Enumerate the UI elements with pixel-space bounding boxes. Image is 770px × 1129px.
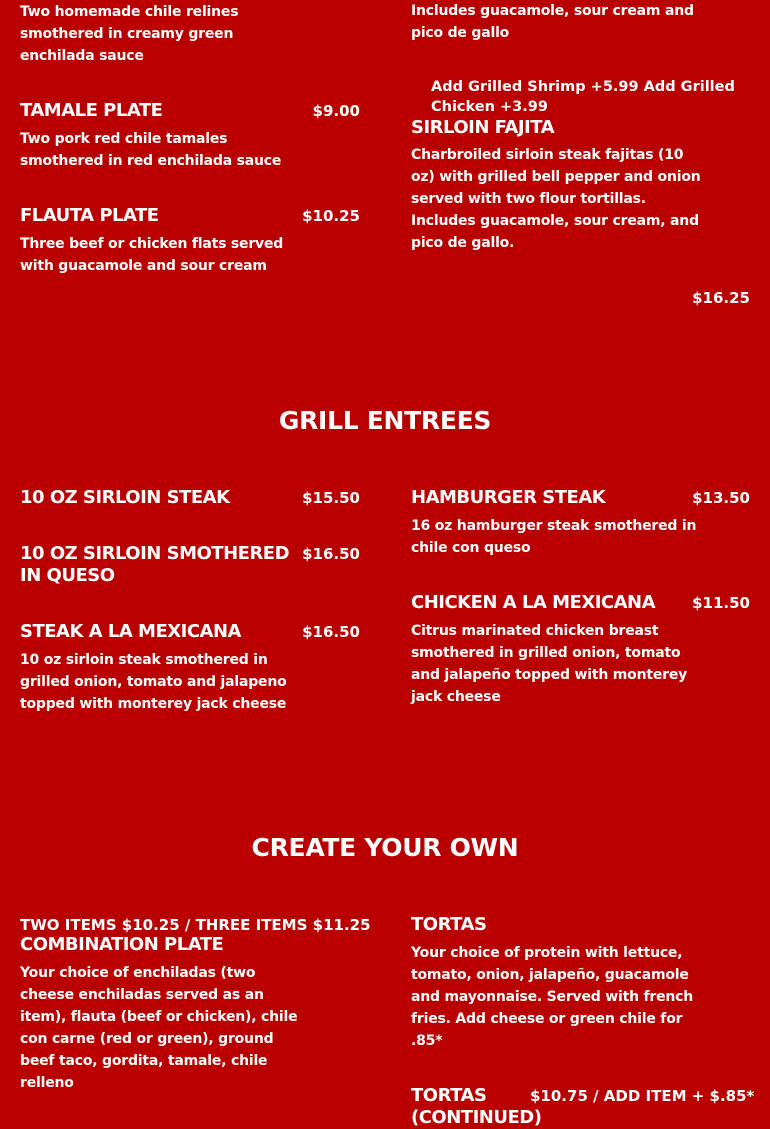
flauta-plate-description: Three beef or chicken flats served with guacamole and sour cream [20, 236, 284, 274]
tortas-description: Your choice of protein with lettuce, tomato, onion, jalapeño, guacamole and mayonnaise. Served with french fries. Add cheese or green chile for .85* [411, 945, 694, 1049]
combination-plate-description: Your choice of enchiladas (two cheese enchiladas served as an item), flauta (beef or chicken), chile con carne (red or green), ground beef taco, gordita, tamale, chile relleno [20, 965, 298, 1091]
chicken-mexicana-title: CHICKEN A LA MEXICANA [411, 592, 656, 613]
hamburger-steak-title: HAMBURGER STEAK [411, 487, 606, 508]
tamale-plate-price: $9.00 [312, 102, 360, 120]
tamale-plate-title: TAMALE PLATE [20, 100, 163, 121]
flauta-plate-title: FLAUTA PLATE [20, 205, 159, 226]
create-your-own-heading: CREATE YOUR OWN [251, 833, 519, 862]
chicken-mexicana-price: $11.50 [692, 594, 750, 612]
grill-entrees-heading: GRILL ENTREES [278, 406, 492, 435]
tortas-continued-price: $10.75 / ADD ITEM + $.85* [530, 1087, 755, 1105]
hamburger-steak-description: 16 oz hamburger steak smothered in chile con queso [411, 518, 697, 556]
fajita-addon-note: Add Grilled Shrimp +5.99 Add Grilled Chicken +3.99 [431, 79, 735, 115]
flauta-plate-price: $10.25 [302, 207, 360, 225]
tamale-plate-description: Two pork red chile tamales smothered in red enchilada sauce [20, 131, 282, 169]
chicken-mexicana-description: Citrus marinated chicken breast smothered in grilled onion, tomato and jalapeño topped with monterey jack cheese [411, 623, 688, 705]
sirloin-fajita-description: Charbroiled sirloin steak fajitas (10 oz) with grilled bell pepper and onion served with two flour tortillas. Includes guacamole, sour cream, and pico de gallo. [411, 147, 701, 251]
fajita-description-tail: Includes guacamole, sour cream and pico de gallo [411, 3, 694, 41]
sirloin-steak-title: 10 OZ SIRLOIN STEAK [20, 487, 230, 508]
combination-plate-price-note: TWO ITEMS $10.25 / THREE ITEMS $11.25 [20, 916, 371, 934]
sirloin-steak-price: $15.50 [302, 489, 360, 507]
steak-mexicana-description: 10 oz sirloin steak smothered in grilled onion, tomato and jalapeno topped with monterey jack cheese [20, 652, 287, 712]
chile-relleno-description: Two homemade chile relines smothered in creamy green enchilada sauce [20, 4, 239, 64]
sirloin-fajita-title: SIRLOIN FAJITA [411, 117, 555, 138]
sirloin-queso-price: $16.50 [302, 545, 360, 563]
hamburger-steak-price: $13.50 [692, 489, 750, 507]
sirloin-fajita-price: $16.25 [692, 289, 750, 307]
steak-mexicana-price: $16.50 [302, 623, 360, 641]
combination-plate-title: COMBINATION PLATE [20, 934, 224, 955]
tortas-continued-title: TORTAS (CONTINUED) [411, 1085, 542, 1128]
tortas-title: TORTAS [411, 914, 487, 935]
sirloin-queso-title: 10 OZ SIRLOIN SMOTHERED IN QUESO [20, 543, 290, 586]
steak-mexicana-title: STEAK A LA MEXICANA [20, 621, 241, 642]
